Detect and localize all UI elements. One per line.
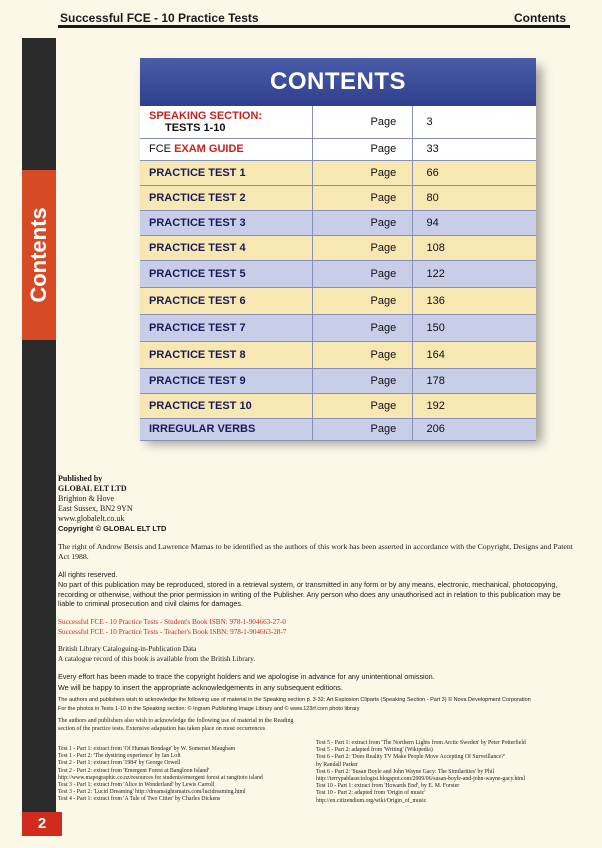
toc-page-number: 192 (412, 393, 536, 418)
toc-page-number: 164 (412, 341, 536, 368)
toc-entry-prefix: FCE (149, 143, 171, 155)
toc-row (140, 235, 536, 260)
ack-line: http://www.mapographic.co.nz/resources for students/emergent forest at rangitoto island (58, 774, 263, 781)
ack-line: Test 2 - Part 2: extract from 'Emergent Forest at Bangloon Island' (58, 767, 210, 774)
ack-line: Test 5 - Part 2: adapted from 'Writing' (Wikipedia) (316, 747, 433, 754)
reserved-text: No part of this publication may be reproduced, stored in a retrieval system, or transmitted in any form or by any means, electronic, mechanical, photocopying, recording or otherwise, without the prior permission in writing of the Publisher. Any person who does any unauthorised act in relation to this publication may be liable to criminal prosecution and civil claims for damages. (58, 580, 561, 608)
ack-line: Test 1 - Part 2: 'The dystiring experience' by Ian Loft (58, 753, 181, 760)
toc-page-label: Page (312, 185, 412, 210)
contents-table-box (140, 58, 536, 436)
toc-entry: PRACTICE TEST 8 (140, 341, 312, 368)
effort-line-1: Every effort has been made to trace the copyright holders and we apologise in advance for any unintentional omission. (58, 672, 435, 681)
publisher-line1: Brighton & Hove (58, 494, 114, 503)
side-band (22, 38, 56, 818)
ack-line: Test 1 - Part 1: extract from 'Of Human Bondage' by W. Somerset Maugham (58, 746, 236, 752)
toc-row (140, 341, 536, 368)
toc-entry: PRACTICE TEST 9 (140, 368, 312, 393)
toc-page-label: Page (312, 210, 412, 235)
toc-page-number: 33 (412, 138, 536, 160)
ack-list-left (58, 746, 306, 804)
toc-page-label: Page (312, 341, 412, 368)
toc-row (140, 138, 536, 160)
toc-row (140, 393, 536, 418)
toc-row (140, 287, 536, 314)
toc-page-number: 178 (412, 368, 536, 393)
toc-entry: PRACTICE TEST 10 (140, 393, 312, 418)
toc-row (140, 314, 536, 341)
ack-line: Test 4 - Part 1: extract from 'A Tale of Two Cities' by Charles Dickens (58, 796, 221, 803)
toc-entry: PRACTICE TEST 5 (140, 260, 312, 287)
publisher-line2: East Sussex, BN2 9YN (58, 504, 133, 513)
toc-page-label: Page (312, 138, 412, 160)
toc-entry-line2: TESTS 1-10 (165, 121, 226, 134)
ack-line: Test 6 - Part 2: 'Susan Boyle and John Wayne Gacy: The Similarities' by Phil (316, 768, 495, 775)
toc-entry: PRACTICE TEST 7 (140, 314, 312, 341)
toc-row (140, 210, 536, 235)
section-name: Contents (514, 11, 566, 25)
copyright-line: Copyright © GLOBAL ELT LTD (58, 524, 167, 533)
rights-statement: The right of Andrew Betsis and Lawrence Mamas to be identified as the authors of this work has been asserted in accordance with the Copyright, Designs and Patent Act 1988. (58, 542, 573, 561)
toc-row (140, 260, 536, 287)
ack-intro: The authors and publishers also wish to acknowledge the following use of material in the Reading section of the practice tests. Extensive adaptation has taken place on most occurrences (58, 718, 294, 732)
toc-page-number: 122 (412, 260, 536, 287)
toc-page-label: Page (312, 106, 412, 138)
toc-entry (140, 106, 312, 138)
ack-line: by Randall Parker (316, 761, 358, 768)
toc-page-label: Page (312, 393, 412, 418)
toc-entry-line1: SPEAKING SECTION: (149, 109, 263, 122)
ack-line: http://terrypablaseciologist.blogspot.com/2009/06/susan-boyle-and-john-wayne-gacy.html (316, 776, 526, 783)
toc-entry: PRACTICE TEST 4 (140, 235, 312, 260)
ack-line: Test 6 - Part 2: 'Does Reality TV Make People Move Accepting Of Surveillance?' (316, 754, 506, 761)
toc-entry-suffix: EXAM GUIDE (174, 143, 244, 155)
toc-page-label: Page (312, 160, 412, 185)
toc-page-number: 108 (412, 235, 536, 260)
toc-page-number: 80 (412, 185, 536, 210)
toc-page-number: 136 (412, 287, 536, 314)
ack-line: Test 10 - Part 1: extract from 'Howards End', by E. M. Forster (316, 783, 460, 790)
small-ack-1: The authors and publishers wish to acknowledge the following use of material in the Speaking section p. 3-32: Art Explosion Cliparts (Speaking Section - Part 3) © Nova Development Corporation (58, 697, 531, 703)
isbn-teacher: Successful FCE - 10 Practice Tests - Teacher's Book ISBN: 978-1-904663-28-7 (58, 628, 287, 636)
toc-row (140, 160, 536, 185)
toc-page-label: Page (312, 235, 412, 260)
ack-line: http://en.citizendium.org/wiki/Origin_of_music (316, 797, 427, 804)
toc-page-label: Page (312, 287, 412, 314)
ack-line: Test 2 - Part 1: extract from '1984' by George Orwell (58, 760, 181, 767)
book-title: Successful FCE - 10 Practice Tests (60, 11, 259, 25)
toc-page-number: 66 (412, 160, 536, 185)
small-ack-2: For the photos in Tests 1-10 in the Speaking section: © Ingram Publishing Image Library and © www.123rf.com photo library (58, 706, 360, 712)
toc-page-label: Page (312, 260, 412, 287)
ack-line: Test 3 - Part 2: 'Lucid Dreaming' http://dreamsightsmatrs.com/lucidreaming.html (58, 789, 246, 796)
toc-entry: PRACTICE TEST 3 (140, 210, 312, 235)
publisher-web: www.globalelt.co.uk (58, 514, 125, 523)
ack-line: Test 3 - Part 1: extract from 'Alice in Wonderland' by Lewis Carroll (58, 782, 215, 789)
ack-list-right (316, 740, 580, 805)
toc-page-number: 150 (412, 314, 536, 341)
side-tab (22, 170, 56, 340)
toc-row (140, 368, 536, 393)
toc-page-label: Page (312, 314, 412, 341)
ack-line: Test 10 - Part 2: adapted from 'Origin of music' (316, 790, 426, 797)
publisher-block (58, 474, 578, 534)
toc-page-label: Page (312, 418, 412, 440)
toc-entry: PRACTICE TEST 6 (140, 287, 312, 314)
toc-entry: IRREGULAR VERBS (140, 418, 312, 440)
running-header (58, 10, 570, 28)
toc-entry: PRACTICE TEST 1 (140, 160, 312, 185)
toc-page-number: 3 (412, 106, 536, 138)
toc-entry (140, 138, 312, 160)
contents-title: CONTENTS (140, 58, 536, 106)
publisher-name: GLOBAL ELT LTD (58, 484, 127, 493)
toc-page-label: Page (312, 368, 412, 393)
toc-table (140, 106, 536, 441)
toc-row (140, 185, 536, 210)
ack-line: Test 5 - Part 1: extract from 'The Northern Lights from Arctic Sweden' by Peter Potterfield (316, 740, 526, 746)
page-number: 2 (22, 812, 62, 836)
cip-text: A catalogue record of this book is available from the British Library. (58, 655, 256, 663)
toc-page-number: 94 (412, 210, 536, 235)
published-by: Published by (58, 474, 103, 483)
toc-row (140, 418, 536, 440)
effort-line-2: We will be happy to insert the appropriate acknowledgements in any subsequent editions. (58, 683, 343, 692)
cip-title: British Library Cataloguing-in-Publication Data (58, 645, 197, 653)
toc-entry: PRACTICE TEST 2 (140, 185, 312, 210)
toc-page-number: 206 (412, 418, 536, 440)
toc-row (140, 106, 536, 138)
reserved-title: All rights reserved. (58, 570, 118, 579)
isbn-student: Successful FCE - 10 Practice Tests - Student's Book ISBN: 978-1-904663-27-0 (58, 618, 286, 626)
side-tab-label: Contents (26, 207, 51, 303)
